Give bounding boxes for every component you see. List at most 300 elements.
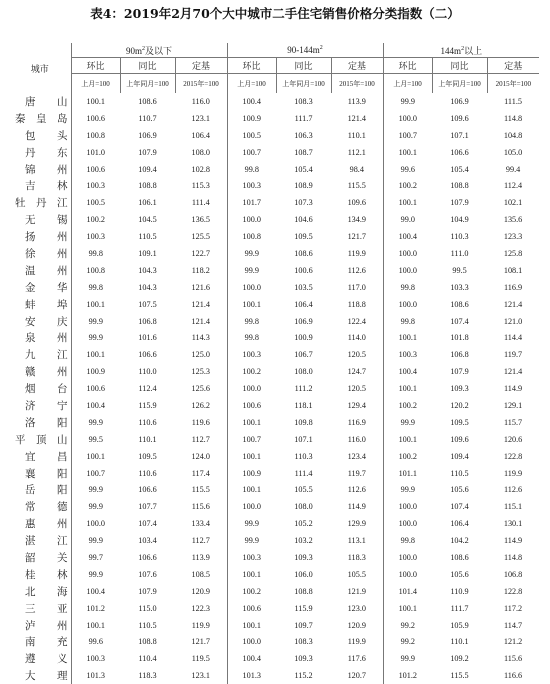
index-cell: 122.8 [503,586,523,596]
index-cell: 108.6 [294,248,313,258]
index-cell: 100.1 [227,296,276,313]
index-cell: 100.7 [71,465,120,482]
table-row [9,600,539,617]
index-cell: 101.7 [227,194,276,211]
index-cell: 109.1 [138,248,157,258]
city-cell: 金华 [25,281,68,294]
index-cell: 111.7 [294,113,313,123]
index-cell: 103.4 [138,536,157,546]
city-cell: 韶关 [25,551,68,564]
index-cell: 109.8 [294,417,313,427]
table-row [9,127,539,144]
index-cell: 114.9 [347,502,366,512]
group-header-large: $144m^2$以上 [383,43,539,58]
index-cell: 108.8 [450,181,469,191]
index-cell: 116.9 [347,417,366,427]
index-cell: 100.7 [227,144,276,161]
index-cell: 120.6 [503,434,523,444]
city-cell: 丹东 [25,146,68,159]
index-cell: 99.8 [383,279,432,296]
index-cell: 121.4 [503,367,523,377]
index-cell: 123.0 [347,603,366,613]
city-cell: 泉州 [25,332,68,345]
index-cell: 100.4 [71,397,120,414]
table-row [9,650,539,667]
index-cell: 99.9 [71,498,120,515]
index-cell: 100.0 [383,549,432,566]
index-cell: 121.4 [191,316,210,326]
table-row [9,431,539,448]
index-cell: 100.3 [71,650,120,667]
index-cell: 107.6 [138,569,157,579]
index-cell: 117.2 [504,603,523,613]
index-cell: 110.6 [138,417,157,427]
index-cell: 134.9 [347,215,366,225]
index-cell: 99.9 [71,313,120,330]
base-header-fixed: 2015年=100 [175,74,227,94]
index-cell: 99.9 [71,532,120,549]
index-cell: 99.9 [71,329,120,346]
index-cell: 111.7 [450,603,469,613]
index-cell: 116.6 [504,671,523,681]
index-cell: 100.6 [227,600,276,617]
index-cell: 120.5 [347,384,366,394]
index-cell: 112.6 [347,485,366,495]
city-column-header: 城市 [30,64,49,75]
index-cell: 106.3 [294,130,313,140]
index-cell: 112.1 [347,147,366,157]
index-cell: 121.0 [503,316,523,326]
index-cell: 106.7 [294,350,313,360]
index-cell: 120.9 [347,620,366,630]
index-cell: 99.8 [383,532,432,549]
index-cell: 108.8 [138,181,157,191]
index-cell: 100.9 [71,363,120,380]
index-cell: 101.3 [71,667,120,684]
index-cell: 100.9 [294,333,313,343]
index-cell: 100.3 [227,177,276,194]
table-row [9,363,539,380]
index-cell: 118.8 [347,299,366,309]
index-cell: 109.6 [450,113,469,123]
index-cell: 123.4 [347,451,366,461]
index-cell: 109.6 [347,198,366,208]
index-cell: 113.9 [347,96,366,106]
index-cell: 114.7 [504,620,523,630]
index-cell: 133.4 [191,519,210,529]
index-cell: 107.3 [294,198,313,208]
city-cell: 赣州 [25,366,68,379]
table-row [9,583,539,600]
index-cell: 108.1 [503,265,523,275]
index-cell: 109.6 [450,434,469,444]
index-cell: 100.8 [71,262,120,279]
table-row [9,110,539,127]
index-cell: 108.8 [294,586,313,596]
index-cell: 107.1 [450,130,469,140]
index-cell: 112.4 [504,181,523,191]
index-cell: 109.5 [138,451,157,461]
index-cell: 106.4 [294,299,313,309]
index-cell: 125.6 [191,384,210,394]
index-cell: 100.4 [227,650,276,667]
index-cell: 130.1 [503,519,523,529]
index-cell: 100.2 [71,211,120,228]
index-cell: 116.9 [504,282,523,292]
index-cell: 101.8 [450,333,469,343]
index-cell: 112.7 [191,434,210,444]
header-row-bases [9,74,539,94]
table-row [9,211,539,228]
index-cell: 107.9 [138,147,157,157]
index-cell: 108.3 [294,96,313,106]
base-header-mom: 上月=100 [227,74,276,94]
table-row [9,93,539,110]
index-cell: 110.6 [138,468,157,478]
index-cell: 100.0 [383,566,432,583]
index-cell: 109.3 [294,552,313,562]
index-cell: 100.1 [383,329,432,346]
city-cell: 平顶山 [15,433,68,446]
index-cell: 100.3 [71,228,120,245]
city-cell: 温州 [25,264,68,277]
index-cell: 100.1 [71,448,120,465]
city-cell: 大理 [25,670,68,683]
index-cell: 119.9 [347,248,366,258]
group-header-small: $90m^2$及以下 [71,43,227,58]
base-header-yoy: 上年同月=100 [432,74,487,94]
index-cell: 107.4 [450,316,469,326]
index-cell: 106.8 [138,316,157,326]
index-cell: 105.5 [294,485,313,495]
index-cell: 99.6 [71,634,120,651]
index-cell: 106.6 [138,552,157,562]
index-cell: 99.8 [383,313,432,330]
index-cell: 110.0 [138,367,157,377]
index-cell: 99.4 [505,164,521,174]
index-cell: 100.0 [227,380,276,397]
index-cell: 110.3 [294,451,313,461]
index-cell: 112.7 [191,536,210,546]
index-cell: 100.1 [227,414,276,431]
index-cell: 99.9 [71,414,120,431]
index-cell: 111.5 [504,96,522,106]
index-cell: 116.0 [347,434,366,444]
sub-header-yoy: 同比 [120,58,175,74]
index-cell: 100.4 [71,583,120,600]
index-cell: 100.4 [227,93,276,110]
index-cell: 101.1 [383,465,432,482]
index-cell: 99.7 [71,549,120,566]
index-cell: 99.9 [383,481,432,498]
index-cell: 100.2 [383,397,432,414]
index-cell: 121.7 [347,232,366,242]
table-row [9,481,539,498]
index-cell: 100.0 [227,634,276,651]
city-cell: 安庆 [25,315,68,328]
index-cell: 122.7 [191,248,210,258]
table-row [9,144,539,161]
index-cell: 111.4 [294,468,313,478]
index-cell: 104.3 [138,282,157,292]
table-row [9,279,539,296]
index-cell: 118.2 [191,265,210,275]
index-cell: 100.2 [383,448,432,465]
index-cell: 100.3 [227,346,276,363]
index-cell: 108.8 [138,637,157,647]
table-row [9,448,539,465]
index-cell: 123.1 [191,113,210,123]
city-cell: 徐州 [25,247,68,260]
index-cell: 107.5 [138,299,157,309]
city-cell: 宜昌 [25,450,68,463]
sub-header-mom: 环比 [227,58,276,74]
index-cell: 100.7 [227,431,276,448]
city-cell: 吉林 [25,180,68,193]
index-cell: 101.2 [383,667,432,684]
index-cell: 115.0 [138,603,157,613]
index-cell: 100.8 [71,127,120,144]
index-cell: 107.9 [138,586,157,596]
index-cell: 120.2 [450,400,469,410]
index-cell: 108.9 [294,181,313,191]
index-cell: 99.2 [383,617,432,634]
index-cell: 105.2 [294,519,313,529]
index-cell: 109.2 [450,654,469,664]
index-cell: 105.6 [450,569,469,579]
index-cell: 107.7 [138,502,157,512]
city-cell: 洛阳 [25,416,68,429]
index-cell: 100.0 [383,110,432,127]
index-cell: 99.9 [383,650,432,667]
table-row [9,346,539,363]
index-cell: 115.9 [138,400,157,410]
index-cell: 99.8 [227,329,276,346]
index-cell: 105.0 [503,147,523,157]
index-cell: 106.9 [138,130,157,140]
index-cell: 105.5 [347,569,366,579]
index-cell: 113.1 [347,536,366,546]
table-row [9,414,539,431]
index-cell: 112.6 [347,265,366,275]
index-cell: 109.5 [294,232,313,242]
header-row-groups [9,43,539,58]
index-cell: 119.7 [347,468,366,478]
index-cell: 110.5 [450,468,469,478]
index-cell: 115.5 [450,671,469,681]
index-cell: 121.4 [347,113,366,123]
index-cell: 100.4 [383,228,432,245]
index-cell: 99.0 [383,211,432,228]
index-cell: 101.2 [71,600,120,617]
index-cell: 99.6 [383,161,432,178]
index-cell: 104.8 [503,130,523,140]
index-cell: 101.4 [383,583,432,600]
city-cell: 北海 [25,585,68,598]
index-cell: 104.6 [294,215,313,225]
index-cell: 99.8 [227,161,276,178]
index-cell: 100.6 [227,397,276,414]
index-cell: 100.1 [71,617,120,634]
index-cell: 100.1 [227,617,276,634]
index-cell: 101.0 [71,144,120,161]
index-cell: 114.9 [504,384,523,394]
index-cell: 106.8 [503,569,523,579]
index-cell: 109.3 [450,384,469,394]
index-cell: 126.2 [191,400,210,410]
index-cell: 109.7 [294,620,313,630]
city-cell: 牡丹江 [15,197,68,210]
index-cell: 107.4 [138,519,157,529]
index-cell: 100.1 [71,93,120,110]
base-header-mom: 上月=100 [71,74,120,94]
index-cell: 125.3 [191,367,210,377]
index-cell: 110.5 [138,620,157,630]
index-cell: 122.4 [347,316,366,326]
index-cell: 115.7 [504,417,523,427]
index-cell: 110.1 [347,130,366,140]
index-cell: 100.6 [71,161,120,178]
index-cell: 106.0 [294,569,313,579]
index-cell: 119.9 [347,637,366,647]
city-cell: 南充 [25,636,68,649]
base-header-mom: 上月=100 [383,74,432,94]
index-cell: 106.4 [191,130,210,140]
index-cell: 100.1 [227,481,276,498]
index-cell: 99.9 [71,566,120,583]
index-cell: 110.9 [450,586,469,596]
index-cell: 106.1 [138,198,157,208]
table-row [9,228,539,245]
index-cell: 102.1 [503,198,523,208]
index-cell: 103.2 [294,536,313,546]
table-row [9,245,539,262]
city-cell: 岳阳 [25,484,68,497]
index-cell: 123.1 [191,671,210,681]
index-cell: 118.3 [138,671,157,681]
city-cell: 桂林 [25,568,68,581]
index-cell: 109.4 [450,451,469,461]
index-cell: 100.1 [71,296,120,313]
city-cell: 三亚 [25,602,68,615]
table-row [9,465,539,482]
index-cell: 106.6 [138,350,157,360]
table-row [9,667,539,684]
index-cell: 124.7 [347,367,366,377]
index-cell: 125.0 [191,350,210,360]
index-cell: 110.3 [450,232,469,242]
index-cell: 100.1 [227,448,276,465]
index-cell: 107.1 [294,434,313,444]
index-cell: 106.9 [294,316,313,326]
city-cell: 襄阳 [25,467,68,480]
index-cell: 108.6 [450,299,469,309]
index-cell: 100.0 [227,279,276,296]
index-cell: 129.4 [347,400,366,410]
index-cell: 108.5 [191,569,210,579]
index-cell: 105.6 [450,485,469,495]
index-cell: 104.9 [450,215,469,225]
city-cell: 湛江 [25,535,68,548]
index-cell: 121.2 [503,637,523,647]
index-cell: 118.1 [294,400,313,410]
index-cell: 119.9 [191,620,210,630]
table-row [9,313,539,330]
city-cell: 惠州 [25,518,68,531]
index-cell: 124.0 [191,451,210,461]
index-cell: 99.8 [71,245,120,262]
index-cell: 115.9 [294,603,313,613]
index-cell: 100.0 [71,515,120,532]
index-cell: 114.8 [504,552,523,562]
index-cell: 115.3 [191,181,210,191]
index-cell: 105.4 [450,164,469,174]
index-cell: 135.6 [503,215,523,225]
index-cell: 99.9 [227,245,276,262]
index-cell: 100.1 [383,380,432,397]
table-title: 表4：2019年2月70个大中城市二手住宅销售价格分类指数（二） [90,6,460,21]
city-cell: 遵义 [25,653,68,666]
city-cell: 常德 [25,501,68,514]
table-row [9,194,539,211]
index-cell: 102.8 [191,164,210,174]
index-cell: 121.4 [191,299,210,309]
index-cell: 117.0 [347,282,366,292]
sub-header-fixed: 定基 [331,58,383,74]
index-cell: 116.0 [191,96,210,106]
index-cell: 103.3 [450,282,469,292]
index-cell: 125.5 [191,232,210,242]
index-cell: 121.7 [191,637,210,647]
index-cell: 99.5 [452,265,467,275]
sub-header-mom: 环比 [71,58,120,74]
index-cell: 100.1 [383,600,432,617]
index-cell: 100.5 [71,194,120,211]
index-cell: 100.2 [227,363,276,380]
index-cell: 99.2 [383,634,432,651]
table-row [9,262,539,279]
base-header-fixed: 2015年=100 [331,74,383,94]
city-cell: 无锡 [25,214,68,227]
index-cell: 100.3 [227,549,276,566]
index-cell: 109.4 [138,164,157,174]
table-row [9,397,539,414]
index-cell: 106.4 [450,519,469,529]
index-cell: 100.4 [383,363,432,380]
index-cell: 120.7 [347,671,366,681]
index-cell: 100.0 [227,498,276,515]
index-cell: 110.1 [138,434,157,444]
index-cell: 117.6 [347,654,366,664]
city-cell: 蚌埠 [25,298,68,311]
table-row [9,566,539,583]
index-cell: 119.5 [191,654,210,664]
index-cell: 119.9 [504,468,523,478]
index-cell: 100.5 [227,127,276,144]
index-cell: 114.8 [504,113,523,123]
index-cell: 108.6 [138,96,157,106]
index-cell: 107.4 [450,502,469,512]
city-cell: 济宁 [25,399,68,412]
table-row [9,296,539,313]
table-row [9,549,539,566]
index-cell: 113.9 [191,552,210,562]
index-cell: 120.5 [347,350,366,360]
index-cell: 111.4 [191,198,210,208]
index-cell: 108.7 [294,147,313,157]
index-cell: 114.4 [504,333,523,343]
city-cell: 扬州 [25,231,68,244]
